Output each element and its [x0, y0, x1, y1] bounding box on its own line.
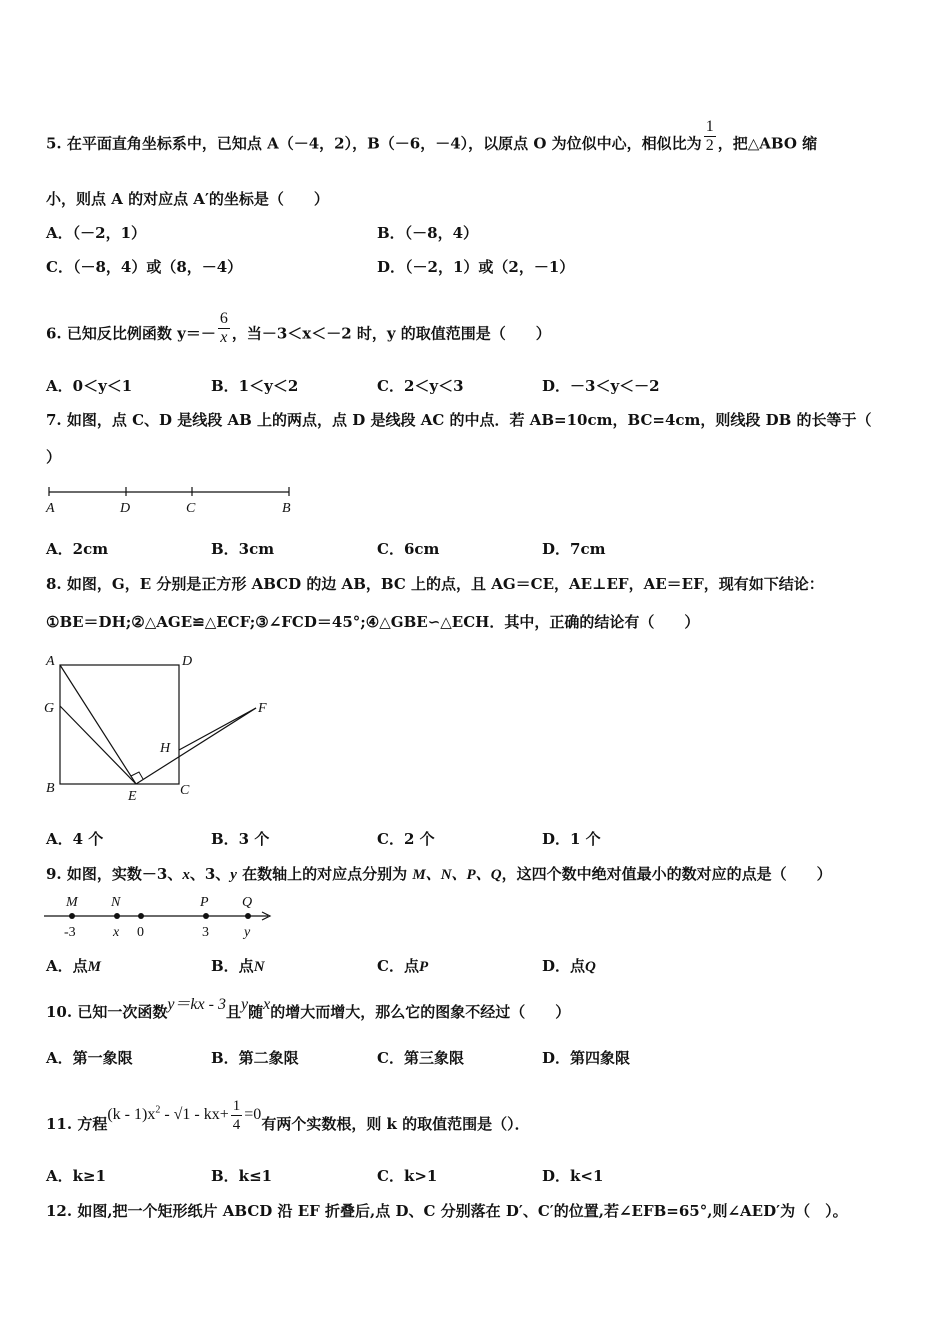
q6-line [46, 310, 551, 353]
q11-eq-fraction [231, 1097, 243, 1134]
label-m: M [66, 895, 78, 910]
q5-line1-pre: 5. 在平面直角坐标系中，已知点 A（－4，2），B（－6，－4），以原点 O 为位似中心，相似比为 [46, 134, 702, 153]
q5-ratio-fraction [704, 118, 716, 155]
tick-y: y [244, 925, 251, 940]
q8-line1: 8. 如图，G，E 分别是正方形 ABCD 的边 AB，BC 上的点，且 AG＝CE，AE⊥EF，AE＝EF，现有如下结论： [46, 575, 824, 593]
q6-fraction [218, 310, 230, 347]
q11-option-d[interactable]: D．k<1 [542, 1167, 604, 1185]
q5-line1-post: ，把△ABO 缩 [717, 134, 818, 153]
q7-option-a[interactable]: A．2cm [46, 540, 109, 558]
q11-eq-a: (k - 1)x [107, 1106, 156, 1124]
q5-option-a[interactable]: A．（－2，1） [46, 224, 147, 242]
q8-option-b[interactable]: B．3 个 [211, 830, 270, 848]
q9-option-d[interactable] [542, 956, 596, 977]
q9-var-x: x [182, 867, 190, 883]
q6-option-b[interactable]: B．1＜y＜2 [211, 377, 299, 395]
q6-option-c[interactable]: C．2＜y＜3 [377, 377, 464, 395]
q6-den: x [220, 329, 228, 346]
q11-eq-num: 1 [232, 1098, 241, 1114]
q10-option-a[interactable]: A．第一象限 [46, 1049, 133, 1067]
q5-ratio-num: 1 [705, 118, 714, 135]
q10-var-y: y [240, 996, 249, 1013]
label-a: A [46, 654, 55, 669]
label-d: D [182, 654, 193, 669]
q9-option-a[interactable] [46, 956, 101, 977]
q6-num: 6 [219, 310, 228, 327]
q10-formula: y＝kx - 3 [167, 996, 226, 1013]
q6-option-a[interactable]: A．0＜y＜1 [46, 377, 133, 395]
q11-equation [107, 1098, 262, 1133]
q9-option-c-label: C．点 [377, 957, 419, 975]
label-p: P [200, 895, 209, 910]
q5-option-b[interactable]: B．（－8，4） [377, 224, 479, 242]
label-e: E [128, 789, 137, 804]
q6-post: ，当－3＜x＜－2 时，y 的取值范围是（ ） [231, 324, 551, 343]
q5-ratio-den: 2 [705, 137, 714, 154]
q7-line2: ） [46, 448, 62, 466]
q9-option-b[interactable] [211, 956, 265, 977]
q9-option-c-point: P [418, 959, 429, 975]
q9-text-2: 、3、 [189, 865, 231, 883]
q6-pre: 6. 已知反比例函数 y＝－ [46, 324, 216, 343]
label-g: G [44, 701, 55, 716]
q9-option-b-label: B．点 [211, 957, 254, 975]
label-q: Q [242, 895, 253, 910]
q8-line2: ①BE＝DH;②△AGE≌△ECF;③∠FCD＝45°;④△GBE∽△ECH．其中，正确的结论有（ ） [46, 613, 700, 631]
q10-option-c[interactable]: C．第三象限 [377, 1049, 464, 1067]
q10-text-mid1: 且 [225, 1003, 241, 1021]
q11-eq-c: x+ [211, 1106, 229, 1124]
q10-var-x: x [263, 996, 271, 1013]
label-c: C [186, 501, 196, 516]
q9-text-3: 在数轴上的对应点分别为 [236, 865, 413, 883]
label-f: F [258, 701, 267, 716]
q11-eq-b: - [160, 1106, 174, 1124]
q7-option-c[interactable]: C．6cm [377, 540, 440, 558]
q11-option-a[interactable]: A．k≥1 [46, 1167, 107, 1185]
label-b: B [282, 501, 291, 516]
q10-text-post: 的增大而增大，那么它的图象不经过（ ） [270, 1003, 571, 1021]
q8-option-c[interactable]: C．2 个 [377, 830, 435, 848]
tick-x: x [113, 925, 120, 940]
q8-option-a[interactable]: A．4 个 [46, 830, 104, 848]
q10-text-pre: 10. 已知一次函数 [46, 1003, 168, 1021]
label-d: D [120, 501, 131, 516]
q11-text-post: 有两个实数根，则 k 的取值范围是（）． [261, 1115, 530, 1134]
q7-option-b[interactable]: B．3cm [211, 540, 275, 558]
tick-3: 3 [202, 925, 209, 940]
tick-neg3: -3 [64, 925, 76, 940]
label-n: N [111, 895, 121, 910]
q11-eq-root: √1 - k [173, 1106, 212, 1124]
q5-option-d[interactable]: D．（－2，1）或（2，－1） [377, 258, 575, 276]
q9-option-d-label: D．点 [542, 957, 586, 975]
label-c: C [180, 783, 190, 798]
q10-text-mid2: 随 [248, 1003, 264, 1021]
q7-line1: 7. 如图，点 C、D 是线段 AB 上的两点，点 D 是线段 AC 的中点．若 AB=10cm，BC=4cm，则线段 DB 的长等于（ [46, 411, 872, 429]
q10-line [46, 996, 571, 1023]
q7-option-d[interactable]: D．7cm [542, 540, 606, 558]
q6-option-d[interactable]: D．－3＜y＜－2 [542, 377, 660, 395]
q11-line [46, 1098, 530, 1144]
q9-option-a-point: M [87, 959, 101, 975]
q9-text-4: ，这四个数中绝对值最小的数对应的点是（ ） [501, 865, 832, 883]
q10-option-b[interactable]: B．第二象限 [211, 1049, 299, 1067]
label-h: H [160, 741, 171, 756]
q9-option-c[interactable] [377, 956, 428, 977]
q5-line1 [46, 118, 818, 163]
label-b: B [46, 781, 55, 796]
q8-option-d[interactable]: D．1 个 [542, 830, 601, 848]
q11-eq-sup: 2 [155, 1104, 161, 1116]
q11-option-b[interactable]: B．k≤1 [211, 1167, 273, 1185]
q9-option-b-point: N [253, 959, 265, 975]
q9-line [46, 864, 832, 885]
q7-segment-figure [44, 484, 300, 518]
q9-text-1: 9. 如图，实数－3、 [46, 865, 183, 883]
q11-option-c[interactable]: C．k>1 [377, 1167, 438, 1185]
q9-var-y: y [230, 867, 237, 883]
q8-square-figure [40, 648, 280, 804]
q11-eq-den: 4 [232, 1117, 241, 1133]
q9-option-a-label: A．点 [46, 957, 88, 975]
q12-line: 12. 如图,把一个矩形纸片 ABCD 沿 EF 折叠后,点 D、C 分别落在 D′、C′的位置,若∠EFB=65°,则∠AED′为（ ）。 [46, 1202, 848, 1220]
q9-option-d-point: Q [585, 959, 596, 975]
q11-text-pre: 11. 方程 [46, 1115, 108, 1134]
tick-0: 0 [137, 925, 144, 940]
q10-option-d[interactable]: D．第四象限 [542, 1049, 631, 1067]
q5-option-c[interactable]: C．（－8，4）或（8，－4） [46, 258, 243, 276]
q11-eq-d: =0 [244, 1106, 262, 1124]
label-a: A [46, 501, 55, 516]
q9-points: M、N、P、Q [412, 867, 502, 883]
q9-number-line-figure [42, 890, 278, 944]
q5-line2: 小，则点 A 的对应点 A′的坐标是（ ） [46, 190, 329, 208]
